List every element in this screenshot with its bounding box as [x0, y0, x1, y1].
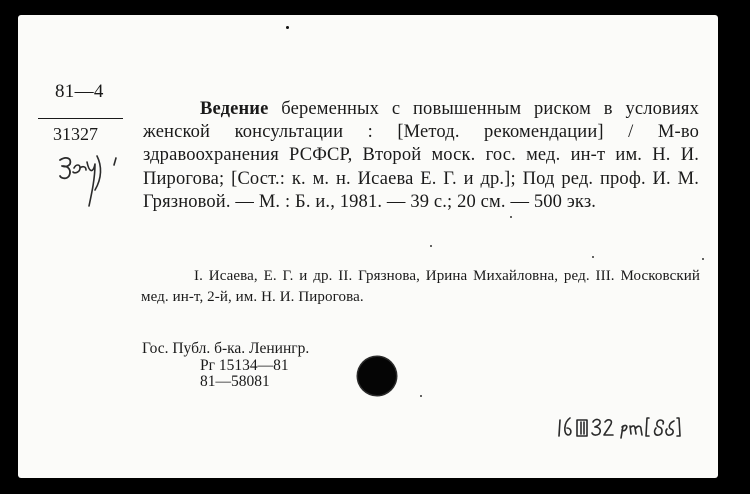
card-number: 81—58081 [200, 373, 270, 390]
pin-hole [286, 26, 289, 29]
paper-speck [430, 245, 432, 247]
paper-speck [702, 258, 704, 260]
library-stamp [142, 341, 309, 391]
paper-speck [510, 216, 512, 218]
handwritten-mark [56, 152, 136, 227]
registration-number: Рг 15134—81 [200, 356, 289, 374]
library-name: Гос. Публ. б-ка. Ленингр. [142, 340, 310, 357]
main-entry-text: беременных с повышенным риском в условиях женской консультации : [Метод. рекомендации] / М-во здравоохранения РСФСР, Второй моск. гос. мед. ин-т им. Н. И. Пирогова; [Сост.: к. м. н. Исаева Е. Г. и др.]; Под ред. проф. И. М. Грязновой. — М. : Б. и., 1981. — 39 с.; 20 см. — 500 экз. [143, 99, 699, 212]
paper-speck [592, 256, 594, 258]
handwritten-date-note [556, 412, 716, 451]
punch-hole [358, 357, 396, 395]
paper-speck [420, 395, 422, 397]
handwritten-mark-drawing [56, 152, 136, 222]
main-entry [143, 98, 699, 214]
call-number: 81—4 [55, 81, 104, 102]
tracings: I. Исаева, Е. Г. и др. II. Грязнова, Ирина Михайловна, ред. III. Московский мед. ин-т, 2-й, им. Н. И. Пирогова. [141, 268, 700, 305]
main-entry-lead: Ведение [200, 99, 269, 119]
accession-number: 31327 [53, 124, 98, 144]
handwritten-date-drawing [556, 412, 716, 446]
call-number-divider [38, 118, 123, 119]
catalog-card [18, 15, 718, 478]
